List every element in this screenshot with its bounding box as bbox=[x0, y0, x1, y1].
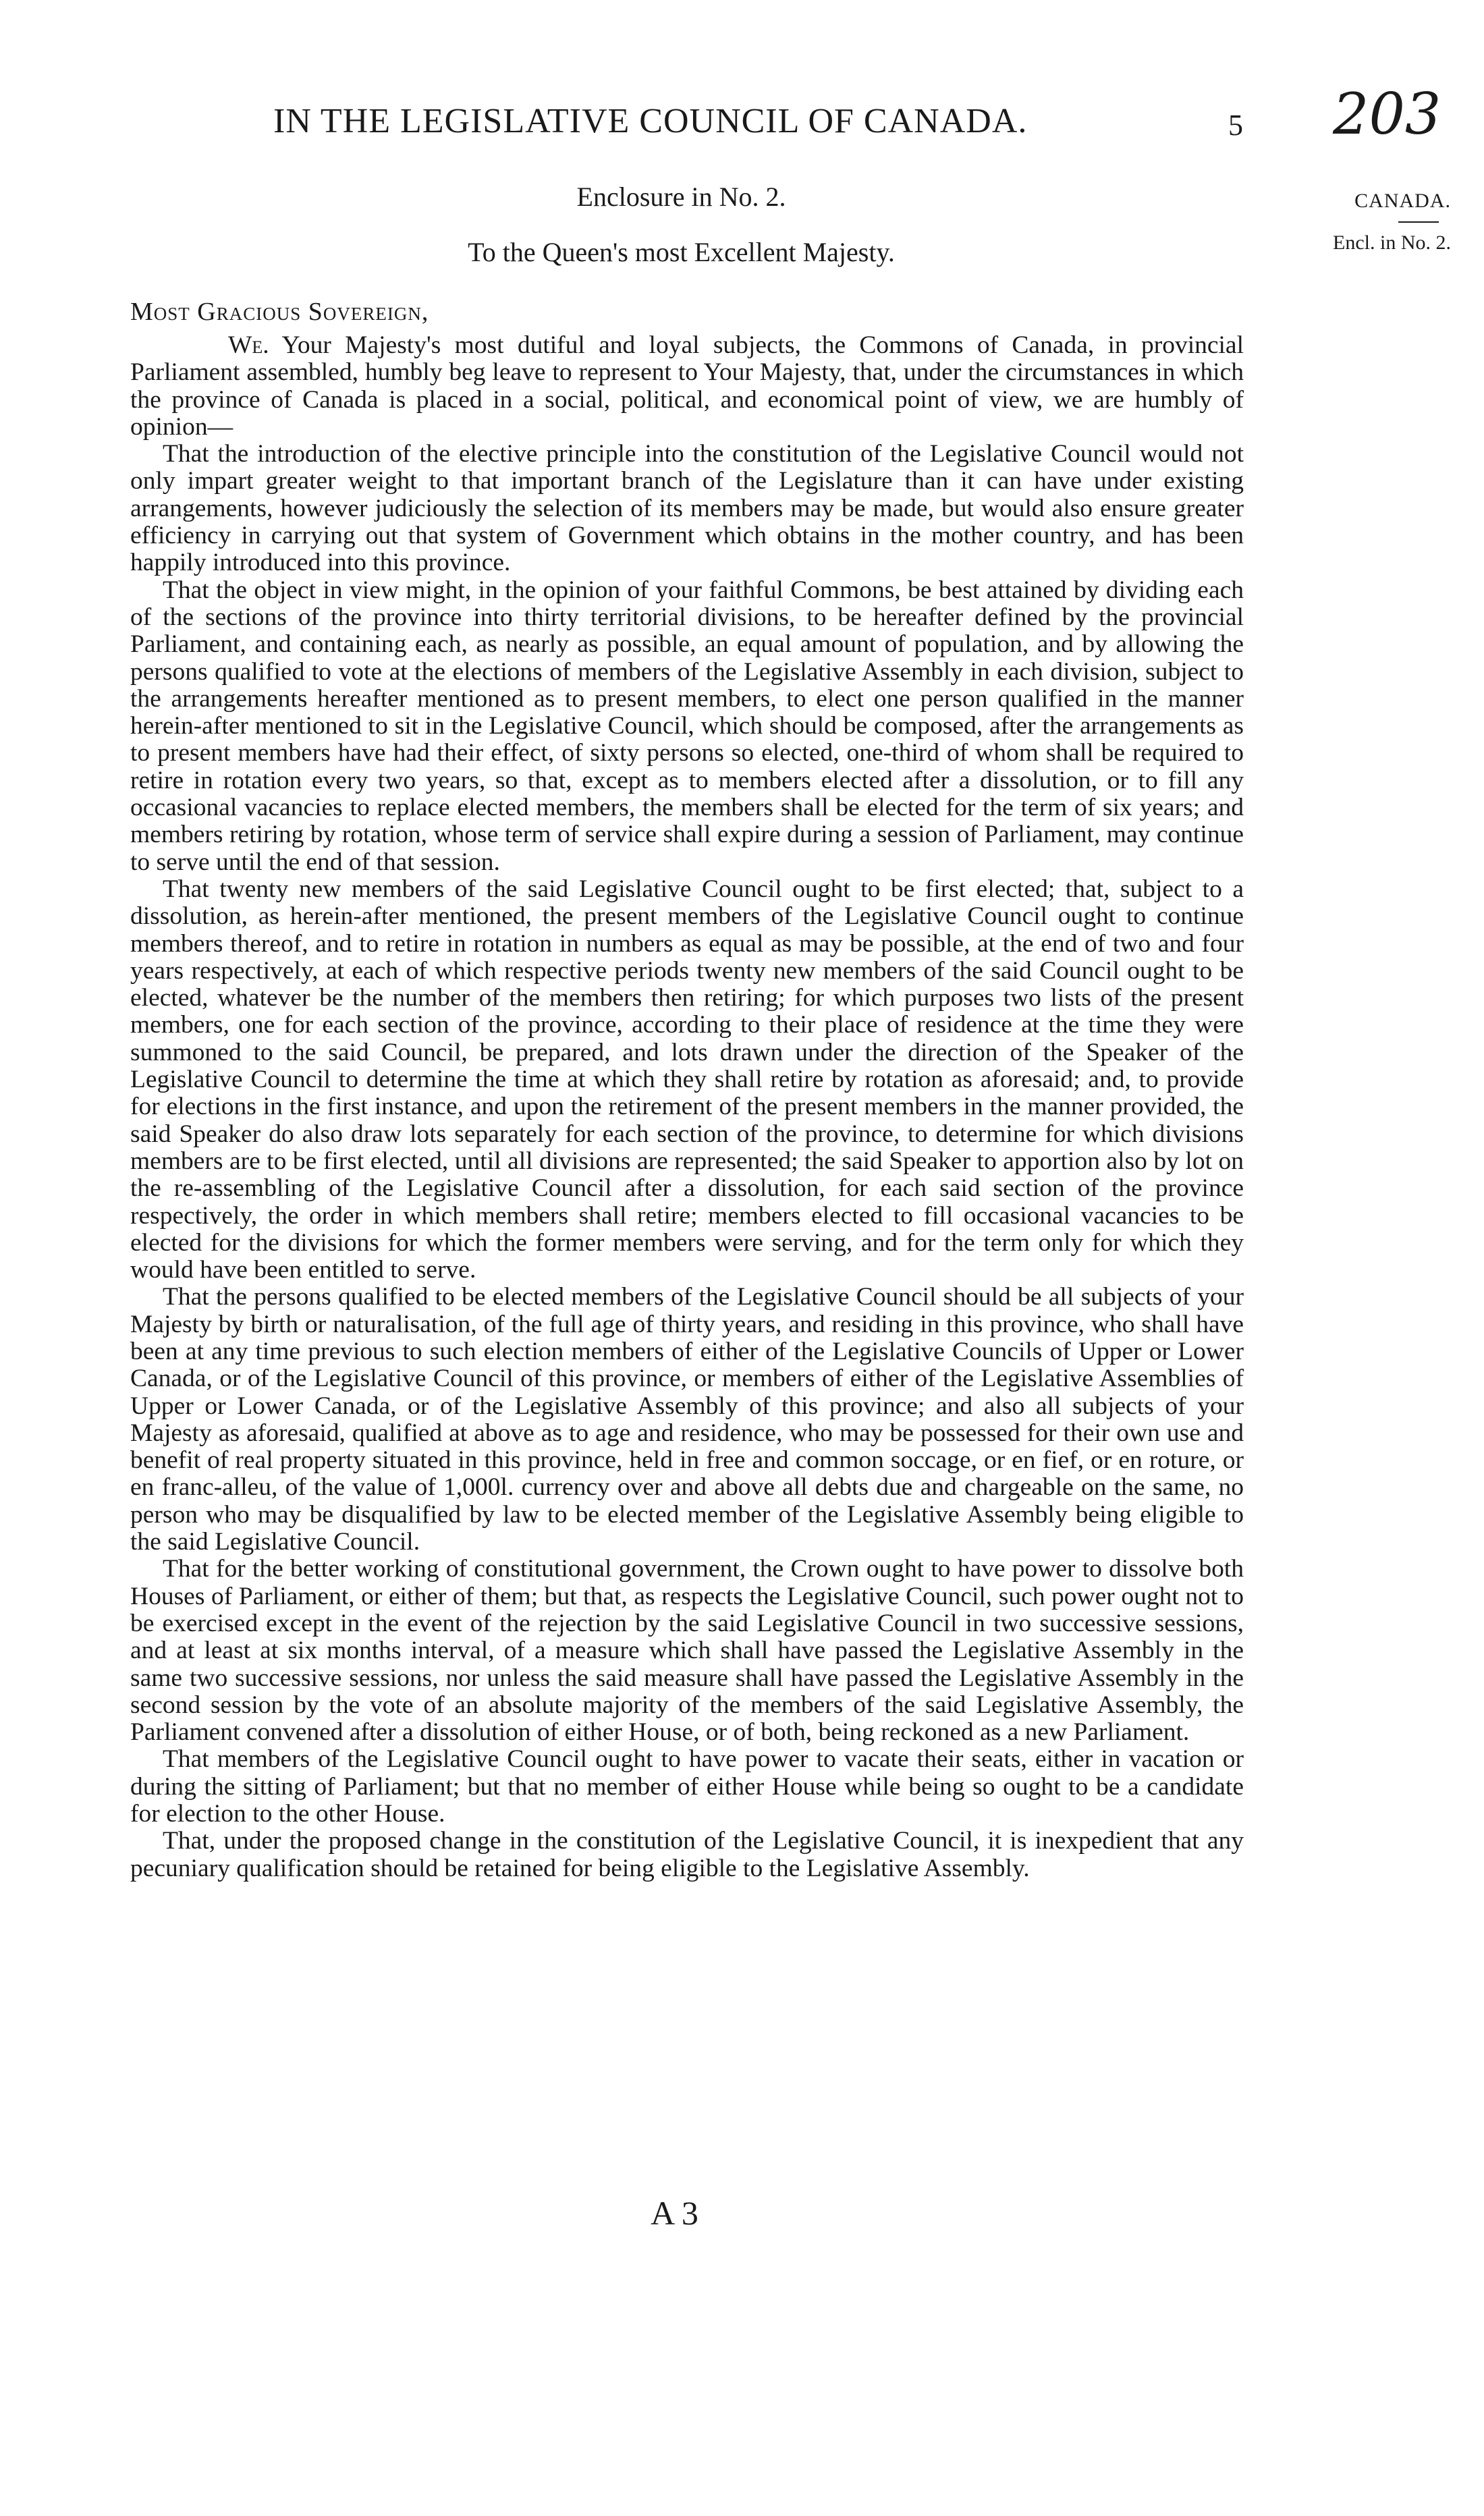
paragraph-2: That the introduction of the elective principle into the constitution of the Legislative Council would not only impart greater weight to that important branch of the Legislature than it can have under existing arrangements, however judiciously the selection of its members may be made, but would also ensure greater efficiency in carrying out that system of Government which obtains in the mother country, and has been happily introduced into this province. bbox=[130, 440, 1244, 577]
paragraph-1 bbox=[130, 332, 1244, 441]
margin-note-line2: Encl. in No. 2. bbox=[1333, 231, 1451, 254]
paragraph-1-lead: We. bbox=[228, 331, 269, 359]
paragraph-6: That for the better working of constitutional government, the Crown ought to have power to dissolve both Houses of Parliament, or either of them; but that, as respects the Legislative Council, such power ought not to be exercised except in the event of the rejection by the said Legislative Council in two successive sessions, and at least at six months interval, of a measure which shall have passed the Legislative Assembly in the same two successive sessions, nor unless the said measure shall have passed the Legislative Assembly in the second session by the vote of an absolute majority of the members of the said Legislative Assembly, the Parliament convened after a dissolution of either House, or of both, being reckoned as a new Parliament. bbox=[130, 1555, 1244, 1747]
handwritten-folio-number: 203 bbox=[1333, 81, 1441, 147]
paragraph-7: That members of the Legislative Council ought to have power to vacate their seats, either in vacation or during the sitting of Parliament; but that no member of either House while being so ought to be a candidate for election to the other House. bbox=[130, 1745, 1244, 1828]
paragraph-5: That the persons qualified to be elected members of the Legislative Council should be all subjects of your Majesty by birth or naturalisation, of the full age of thirty years, and residing in this province, who shall have been at any time previous to such election members of either of the Legislative Councils of Upper or Lower Canada, or of the Legislative Council of this province, or members of either of the Legislative Assemblies of Upper or Lower Canada, or of the Legislative Assembly of this province; and also all subjects of your Majesty as aforesaid, qualified at above as to age and residence, who may be possessed for their own use and benefit of real property situated in this province, held in free and common soccage, or en fief, or en roture, or en franc-alleu, of the value of 1,000l. currency over and above all debts due and chargeable on the same, no person who may be disqualified by law to be elected member of the Legislative Assembly being eligible to the said Legislative Council. bbox=[130, 1283, 1244, 1556]
salutation: Most Gracious Sovereign, bbox=[130, 298, 429, 326]
margin-note-line1: CANADA. bbox=[1354, 190, 1451, 212]
paragraph-8: That, under the proposed change in the constitution of the Legislative Council, it is inexpedient that any pecuniary qualification should be retained for being eligible to the Legislative Assembly. bbox=[130, 1827, 1244, 1882]
signature-mark: A 3 bbox=[651, 2194, 698, 2232]
margin-note bbox=[1302, 181, 1451, 263]
address-title: To the Queen's most Excellent Majesty. bbox=[468, 237, 895, 267]
enclosure-title: Enclosure in No. 2. bbox=[576, 182, 786, 212]
page-number: 5 bbox=[1228, 109, 1243, 142]
paragraph-3: That the object in view might, in the opinion of your faithful Commons, be best attained by dividing each of the sections of the province into thirty territorial divisions, to be hereafter defined by the provincial Parliament, and containing each, as nearly as possible, an equal amount of population, and by allowing the persons qualified to vote at the elections of members of the Legislative Assembly in each division, subject to the arrangements hereafter mentioned as to present members, to elect one person qualified in the manner herein-after mentioned to sit in the Legislative Council, which should be composed, after the arrangements as to present members have had their effect, of sixty persons so elected, one-third of whom shall be required to retire in rotation every two years, so that, except as to members elected after a dissolution, or to fill any occasional vacancies to replace elected members, the members shall be elected for the term of six years; and members retiring by rotation, whose term of service shall expire during a session of Parliament, may continue to serve until the end of that session. bbox=[130, 576, 1244, 876]
running-head: IN THE LEGISLATIVE COUNCIL OF CANADA. bbox=[273, 102, 1028, 140]
paragraph-4: That twenty new members of the said Legislative Council ought to be first elected; that, subject to a dissolution, as herein-after mentioned, the present members of the Legislative Council ought to continue members thereof, and to retire in rotation in numbers as equal as may be possible, at the end of two and four years respectively, at each of which respective periods twenty new members of the said Council ought to be elected, whatever be the number of the members then retiring; for which purposes two lists of the present members, one for each section of the province, according to their place of residence at the time they were summoned to the said Council, be prepared, and lots drawn under the direction of the Speaker of the Legislative Council to determine the time at which they shall retire by rotation as aforesaid; and, to provide for elections in the first instance, and upon the retirement of the present members in the manner provided, the said Speaker do also draw lots separately for each section of the province, to determine for which divisions members are to be first elected, until all divisions are represented; the said Speaker to apportion also by lot on the re-assembling of the Legislative Council after a dissolution, for each said section of the province respectively, the order in which members shall retire; members elected to fill occasional vacancies to be elected for the divisions for which the former members were serving, and for the term only for which they would have been entitled to serve. bbox=[130, 875, 1244, 1284]
body-text bbox=[130, 332, 1244, 1882]
paragraph-1-text: Your Majesty's most dutiful and loyal subjects, the Commons of Canada, in provincial Parliament assembled, humbly beg leave to represent to Your Majesty, that, under the circumstances in which the province of Canada is placed in a social, political, and economical point of view, we are humbly of opinion— bbox=[130, 331, 1244, 441]
